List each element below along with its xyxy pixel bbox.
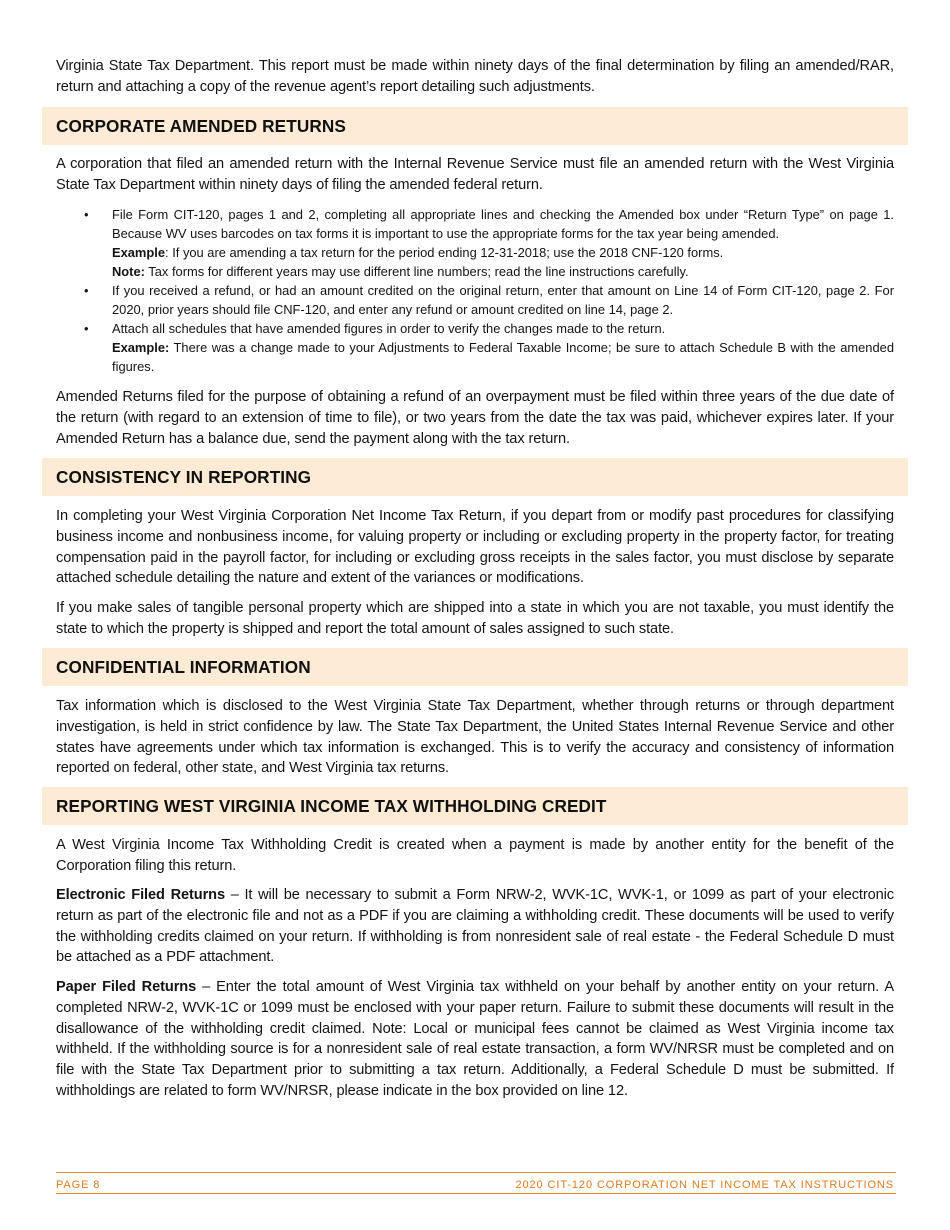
electronic-filed-label: Electronic Filed Returns — [56, 887, 226, 903]
heading-amended-returns: CORPORATE AMENDED RETURNS — [56, 116, 346, 136]
consistency-paragraph-1: In completing your West Virginia Corporation Net Income Tax Return, if you depart from or modify past procedures for classifying business income and nonbusiness income, for valuing property or including or excluding property in the property factor, for treating compensation paid in the payroll factor, for including or excluding gross receipts in the sales factor, you must disclose by separate attached schedule detailing the nature and extent of the variances or modifications. — [56, 508, 894, 587]
example-text: There was a change made to your Adjustments to Federal Taxable Income; be sure to attach Schedule B with the amended figures. — [112, 340, 894, 374]
paper-filed-text: – Enter the total amount of West Virginia tax withheld on your behalf by another entity on your return. A completed NRW-2, WVK-1C or 1099 must be enclosed with your paper return. Failure to submit these documents will result in the disallowance of the withholding credit claimed. Note: Local or municipal fees cannot be claimed as West Virginia income tax withheld. If the withholding source is for a nonresident sale of real estate transaction, a form WV/NRSR must be completed and on file with the State Tax Department prior to submitting a tax return. Additionally, a Federal Schedule D must be submitted. If withholdings are related to form WV/NRSR, please indicate in the box provided on line 12. — [56, 979, 894, 1099]
example-label: Example: — [112, 340, 170, 355]
paper-filed-label: Paper Filed Returns — [56, 979, 197, 995]
note-text: Tax forms for different years may use different line numbers; read the line instructions carefully. — [144, 264, 689, 279]
section-heading-confidential — [42, 648, 908, 686]
amended-bullet-list — [56, 205, 894, 376]
bullet-text: Attach all schedules that have amended figures in order to verify the changes made to the return. — [112, 321, 666, 336]
footer-page-number: PAGE 8 — [56, 1179, 101, 1191]
example-line — [112, 338, 894, 376]
example-line — [112, 243, 894, 262]
bullet-text: File Form CIT-120, pages 1 and 2, completing all appropriate lines and checking the Amended box under “Return Type” on page 1. Because WV uses barcodes on tax forms it is important to use the appropriate forms for the tax year being amended. — [112, 207, 894, 241]
footer-document-title: 2020 CIT-120 CORPORATION NET INCOME TAX INSTRUCTIONS — [515, 1179, 894, 1191]
list-item — [56, 205, 894, 281]
amended-intro-paragraph: A corporation that filed an amended return with the Internal Revenue Service must file an amended return with the West Virginia State Tax Department within ninety days of filing the amended federal return. — [56, 156, 894, 193]
withholding-intro-paragraph: A West Virginia Income Tax Withholding Credit is created when a payment is made by another entity for the benefit of the Corporation filing this return. — [56, 837, 894, 874]
example-text: : If you are amending a tax return for the period ending 12-31-2018; use the 2018 CNF-120 forms. — [165, 245, 724, 260]
bullet-text: If you received a refund, or had an amount credited on the original return, enter that amount on Line 14 of Form CIT-120, page 2. For 2020, prior years should file CNF-120, and enter any refund or amount credited on line 14, page 2. — [112, 283, 894, 317]
amended-refund-paragraph: Amended Returns filed for the purpose of obtaining a refund of an overpayment must be filed within three years of the due date of the return (with regard to an extension of time to file), or two years from the date the tax was paid, whichever expires later. If your Amended Return has a balance due, send the payment along with the tax return. — [56, 389, 894, 447]
list-item — [56, 319, 894, 376]
electronic-filed-paragraph — [56, 885, 894, 968]
section-heading-amended — [42, 107, 908, 145]
footer-bottom-rule — [56, 1193, 896, 1194]
consistency-paragraph-2: If you make sales of tangible personal property which are shipped into a state in which you are not taxable, you must identify the state to which the property is shipped and report the total amount of sales assigned to such state. — [56, 600, 894, 637]
confidential-paragraph: Tax information which is disclosed to the West Virginia State Tax Department, whether through returns or through department investigation, is held in strict confidence by law. The State Tax Department, the United States Internal Revenue Service and other states have agreements under which tax information is exchanged. This is to verify the accuracy and consistency of information reported on federal, other state, and West Virginia tax returns. — [56, 698, 894, 777]
example-label: Example — [112, 245, 166, 260]
heading-consistency: CONSISTENCY IN REPORTING — [56, 467, 312, 487]
paper-filed-paragraph — [56, 977, 894, 1102]
bullet-icon: • — [84, 321, 89, 336]
list-item — [56, 281, 894, 319]
heading-confidential: CONFIDENTIAL INFORMATION — [56, 657, 311, 677]
heading-withholding-credit: REPORTING WEST VIRGINIA INCOME TAX WITHHOLDING CREDIT — [56, 796, 607, 816]
section-heading-consistency — [42, 458, 908, 496]
bullet-icon: • — [84, 207, 89, 222]
electronic-filed-text: – It will be necessary to submit a Form NRW-2, WVK-1C, WVK-1, or 1099 as part of your electronic return as part of the electronic file and not as a PDF if you are claiming a withholding credit. These documents will be used to verify the withholding credits claimed on your return. If withholding is from nonresident sale of real estate - the Federal Schedule D must be attached as a PDF attachment. — [56, 887, 895, 966]
intro-paragraph: Virginia State Tax Department. This report must be made within ninety days of the final determination by filing an amended/RAR, return and attaching a copy of the revenue agent’s report detailing such adjustments. — [56, 58, 894, 95]
section-heading-withholding — [42, 787, 908, 825]
footer-top-rule — [56, 1172, 896, 1173]
note-line — [112, 262, 894, 281]
note-label: Note: — [112, 264, 145, 279]
bullet-icon: • — [84, 283, 89, 298]
